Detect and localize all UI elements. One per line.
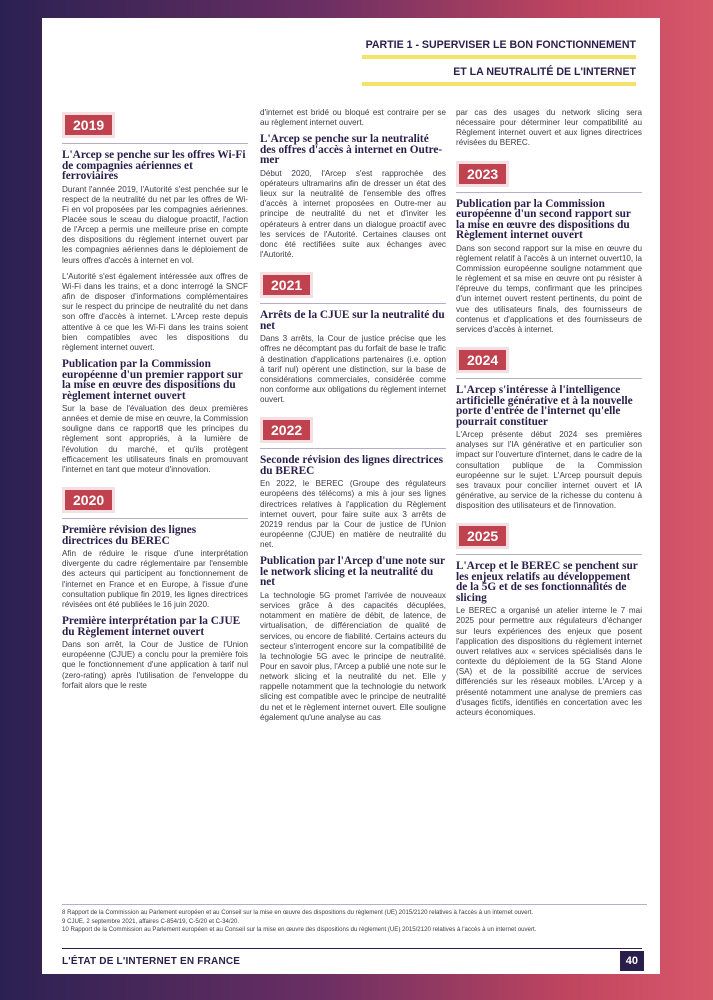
column-2 [260,108,446,729]
footnote-8: 8 Rapport de la Commission au Parlement européen et au Conseil sur la mise en œuvre des dispositions du règlement (UE) 2015/2120 relatives à l'accès à un internet ouvert. [62,909,533,916]
paragraph: L'Arcep présente début 2024 ses premières analyses sur l'IA générative et en particulier son impact sur l'ouverture d'internet, dans le cadre de la consultation publique de la Commission européenne sur le sujet. L'Arcep poursuit depuis ses travaux pour concilier internet ouvert et IA générative, au service de la richesse du contenu à disposition des utilisateurs et de l'innovation. [456,430,643,511]
paragraph: Dans 3 arrêts, la Cour de justice précise que les offres ne décomptant pas du forfait de base le trafic à destination d'applications partenaires (i.e. option à tarif nul) opèrent une distinction, sur la base de considérations commerciales, considérée comme non conforme aux obligations du règlement internet ouvert. [260,334,446,405]
heading-outre-mer: L'Arcep se penche sur la neutralité des offres d'accès à internet en Outre-mer [260,133,443,167]
paragraph: En 2022, le BEREC (Groupe des régulateurs européens des télécoms) a mis à jour ses lignes directrices relatives à l'application du Règlement internet ouvert, pour faire suite aux 3 arrêts de 20219 rendus par la Cour de justice de l'Union européenne (CJUE) en matière de neutralité du net. [260,479,446,550]
year-badge-2022: 2022 [260,417,313,443]
year-badge-2025: 2025 [456,523,509,549]
year-badge-2024: 2024 [456,347,509,373]
paragraph: Le BEREC a organisé un atelier interne le 7 mai 2025 pour permettre aux régulateurs d'échanger sur leurs expériences des enjeux que posent l'application des dispositions du règlement internet ouvert relatives aux « services spécialisés dans le contexte du déploiement de la 5G Stand Alone (SA) et de la possibilité accrue de services différenciés sur les réseaux mobiles. L'Arcep y a présenté notamment une analyse de premiers cas d'usages fictifs, identifiés en concertation avec les acteurs économiques. [456,606,642,717]
paragraph: L'Autorité s'est également intéressée aux offres de Wi-Fi dans les trains, et a donc interrogé la SNCF afin de disposer d'informations complémentaires sur le respect du principe de neutralité du net dans son offre d'accès à internet. L'Arcep reste depuis attentive à ce que les Wi-Fi dans les trains soient bien compatibles avec les dispositions du règlement internet ouvert. [62,271,248,352]
column-3 [456,108,642,724]
year-badge-2019: 2019 [62,112,115,138]
paragraph: Dans son second rapport sur la mise en œuvre du règlement relatif à l'accès à un internet ouvert10, la Commission européenne souligne notamment que le règlement et sa mise en œuvre ont pu résister à l'épreuve du temps, confirmant que les principes d'un internet ouvert restent pertinents, du point de vue des utilisateurs finals, des fournisseurs de contenus et d'applications et des fournisseurs de services d'accès à internet. [456,243,642,334]
heading-cjue-interpretation: Première interprétation par la CJUE du Règlement internet ouvert [62,615,241,638]
section-header [362,38,636,86]
column-1 [62,106,248,697]
heading-wifi-offers: L'Arcep se penche sur les offres Wi-Fi de compagnies aériennes et ferroviaires [62,149,246,182]
footnote-10: 10 Rapport de la Commission au Parlement européen et au Conseil sur la mise en œuvre des dispositions du règlement (UE) 2015/2120 relatives à l'accès à un internet ouvert. [62,926,537,934]
paragraph: Durant l'année 2019, l'Autorité s'est penchée sur le respect de la neutralité du net par les offres de Wi-Fi en vol proposées par les compagnies aériennes. Placée sous le sceau du dialogue proactif, l'action de l'Arcep a permis une meilleure prise en compte des dispositions du règlement internet ouvert par les compagnies aériennes dans le déploiement de leurs offres d'accès à internet en vol. [62,184,248,265]
document-page [42,18,660,974]
paragraph: Début 2020, l'Arcep s'est rapprochée des opérateurs ultramarins afin de dresser un état des lieux sur la neutralité de l'ensemble des offres d'accès à internet proposées en Outre-mer au principe de neutralité du net et d'inviter les opérateurs à entrer dans un dialogue proactif avec les services de l'Autorité. Certaines clauses ont donc été rectifiées suite aux échanges avec l'Autorité. [260,168,446,260]
heading-first-report: Publication par la Commission européenne d'un premier rapport sur la mise en œuvre des dispositions du règlement internet ouvert [62,358,243,402]
heading-first-revision: Première révision des lignes directrices du BEREC [62,524,197,547]
paragraph: d'internet est bridé ou bloqué est contraire per se au règlement internet ouvert. [260,108,446,128]
year-badge-2020: 2020 [62,487,115,513]
heading-second-revision: Seconde révision des lignes directrices du BEREC [260,454,444,477]
year-badge-2021: 2021 [260,272,313,298]
header-line-2: ET LA NEUTRALITÉ DE L'INTERNET [362,65,636,86]
page-number: 40 [620,951,644,971]
year-badge-2023: 2023 [456,161,509,187]
heading-ia-generative: L'Arcep s'intéresse à l'intelligence artificielle générative et à la nouvelle porte d'entrée de l'internet qu'elle pourrait constituer [456,384,633,428]
footer-title: L'ÉTAT DE L'INTERNET EN FRANCE [62,956,241,967]
heading-cjue-arrets: Arrêts de la CJUE sur la neutralité du net [260,309,445,332]
heading-network-slicing-note: Publication par l'Arcep d'une note sur le network slicing et la neutralité du net [260,555,445,589]
heading-second-report: Publication par la Commission européenne d'un second rapport sur la mise en œuvre des dispositions du Règlement internet ouvert [456,197,631,242]
paragraph: La technologie 5G promet l'arrivée de nouveaux services grâce à des capacités décuplées, notamment en matière de débit, de latence, de virtualisation, de différenciation de qualité de services, ou encore de fiabilité. Certains acteurs du secteur s'interrogent encore sur la compatibilité de la technologie 5G avec le principe de neutralité. Pour en savoir plus, l'Arcep a publié une note sur le network slicing et la neutralité du net. Elle y rappelle notamment que la technologie du network slicing est compatible avec le principe de neutralité du net et le règlement internet ouvert. Elle souligne également qu'une analyse au cas [260,590,446,722]
footnotes [62,904,647,935]
heading-5g-slicing: L'Arcep et le BEREC se penchent sur les enjeux relatifs au développement de la 5G et de ses fonctionnalités de slicing [456,560,638,604]
paragraph: Dans son arrêt, la Cour de Justice de l'Union européenne (CJUE) a conclu pour la première fois que le fonctionnement d'une application à tarif nul (zero-rating) après l'utilisation de l'enveloppe du forfait alors que le reste [62,640,248,690]
paragraph: Afin de réduire le risque d'une interprétation divergente du cadre réglementaire par l'ensemble des acteurs qui participent au fonctionnement de l'internet en France et en Europe, à l'issue d'une consultation publique fin 2019, les lignes directrices révisées ont été publiées le 16 juin 2020. [62,549,248,609]
page-footer [62,948,642,971]
paragraph: par cas des usages du network slicing sera nécessaire pour déterminer leur compatibilité au Règlement internet ouvert et aux lignes directrices révisées du BEREC. [456,108,642,148]
paragraph: Sur la base de l'évaluation des deux premières années et demie de mise en œuvre, la Commission souligne dans ce rapport8 que les principes du règlement sont appropriés, à la lumière de l'évolution du marché, et qu'ils protègent efficacement les utilisateurs finals en promouvant l'internet en tant que moteur d'innovation. [62,404,248,474]
footnote-9: 9 CJUE, 2 septembre 2021, affaires C-854/19, C-5/20 et C-34/20. [62,917,240,925]
header-line-1: PARTIE 1 - SUPERVISER LE BON FONCTIONNEMENT [362,38,636,59]
